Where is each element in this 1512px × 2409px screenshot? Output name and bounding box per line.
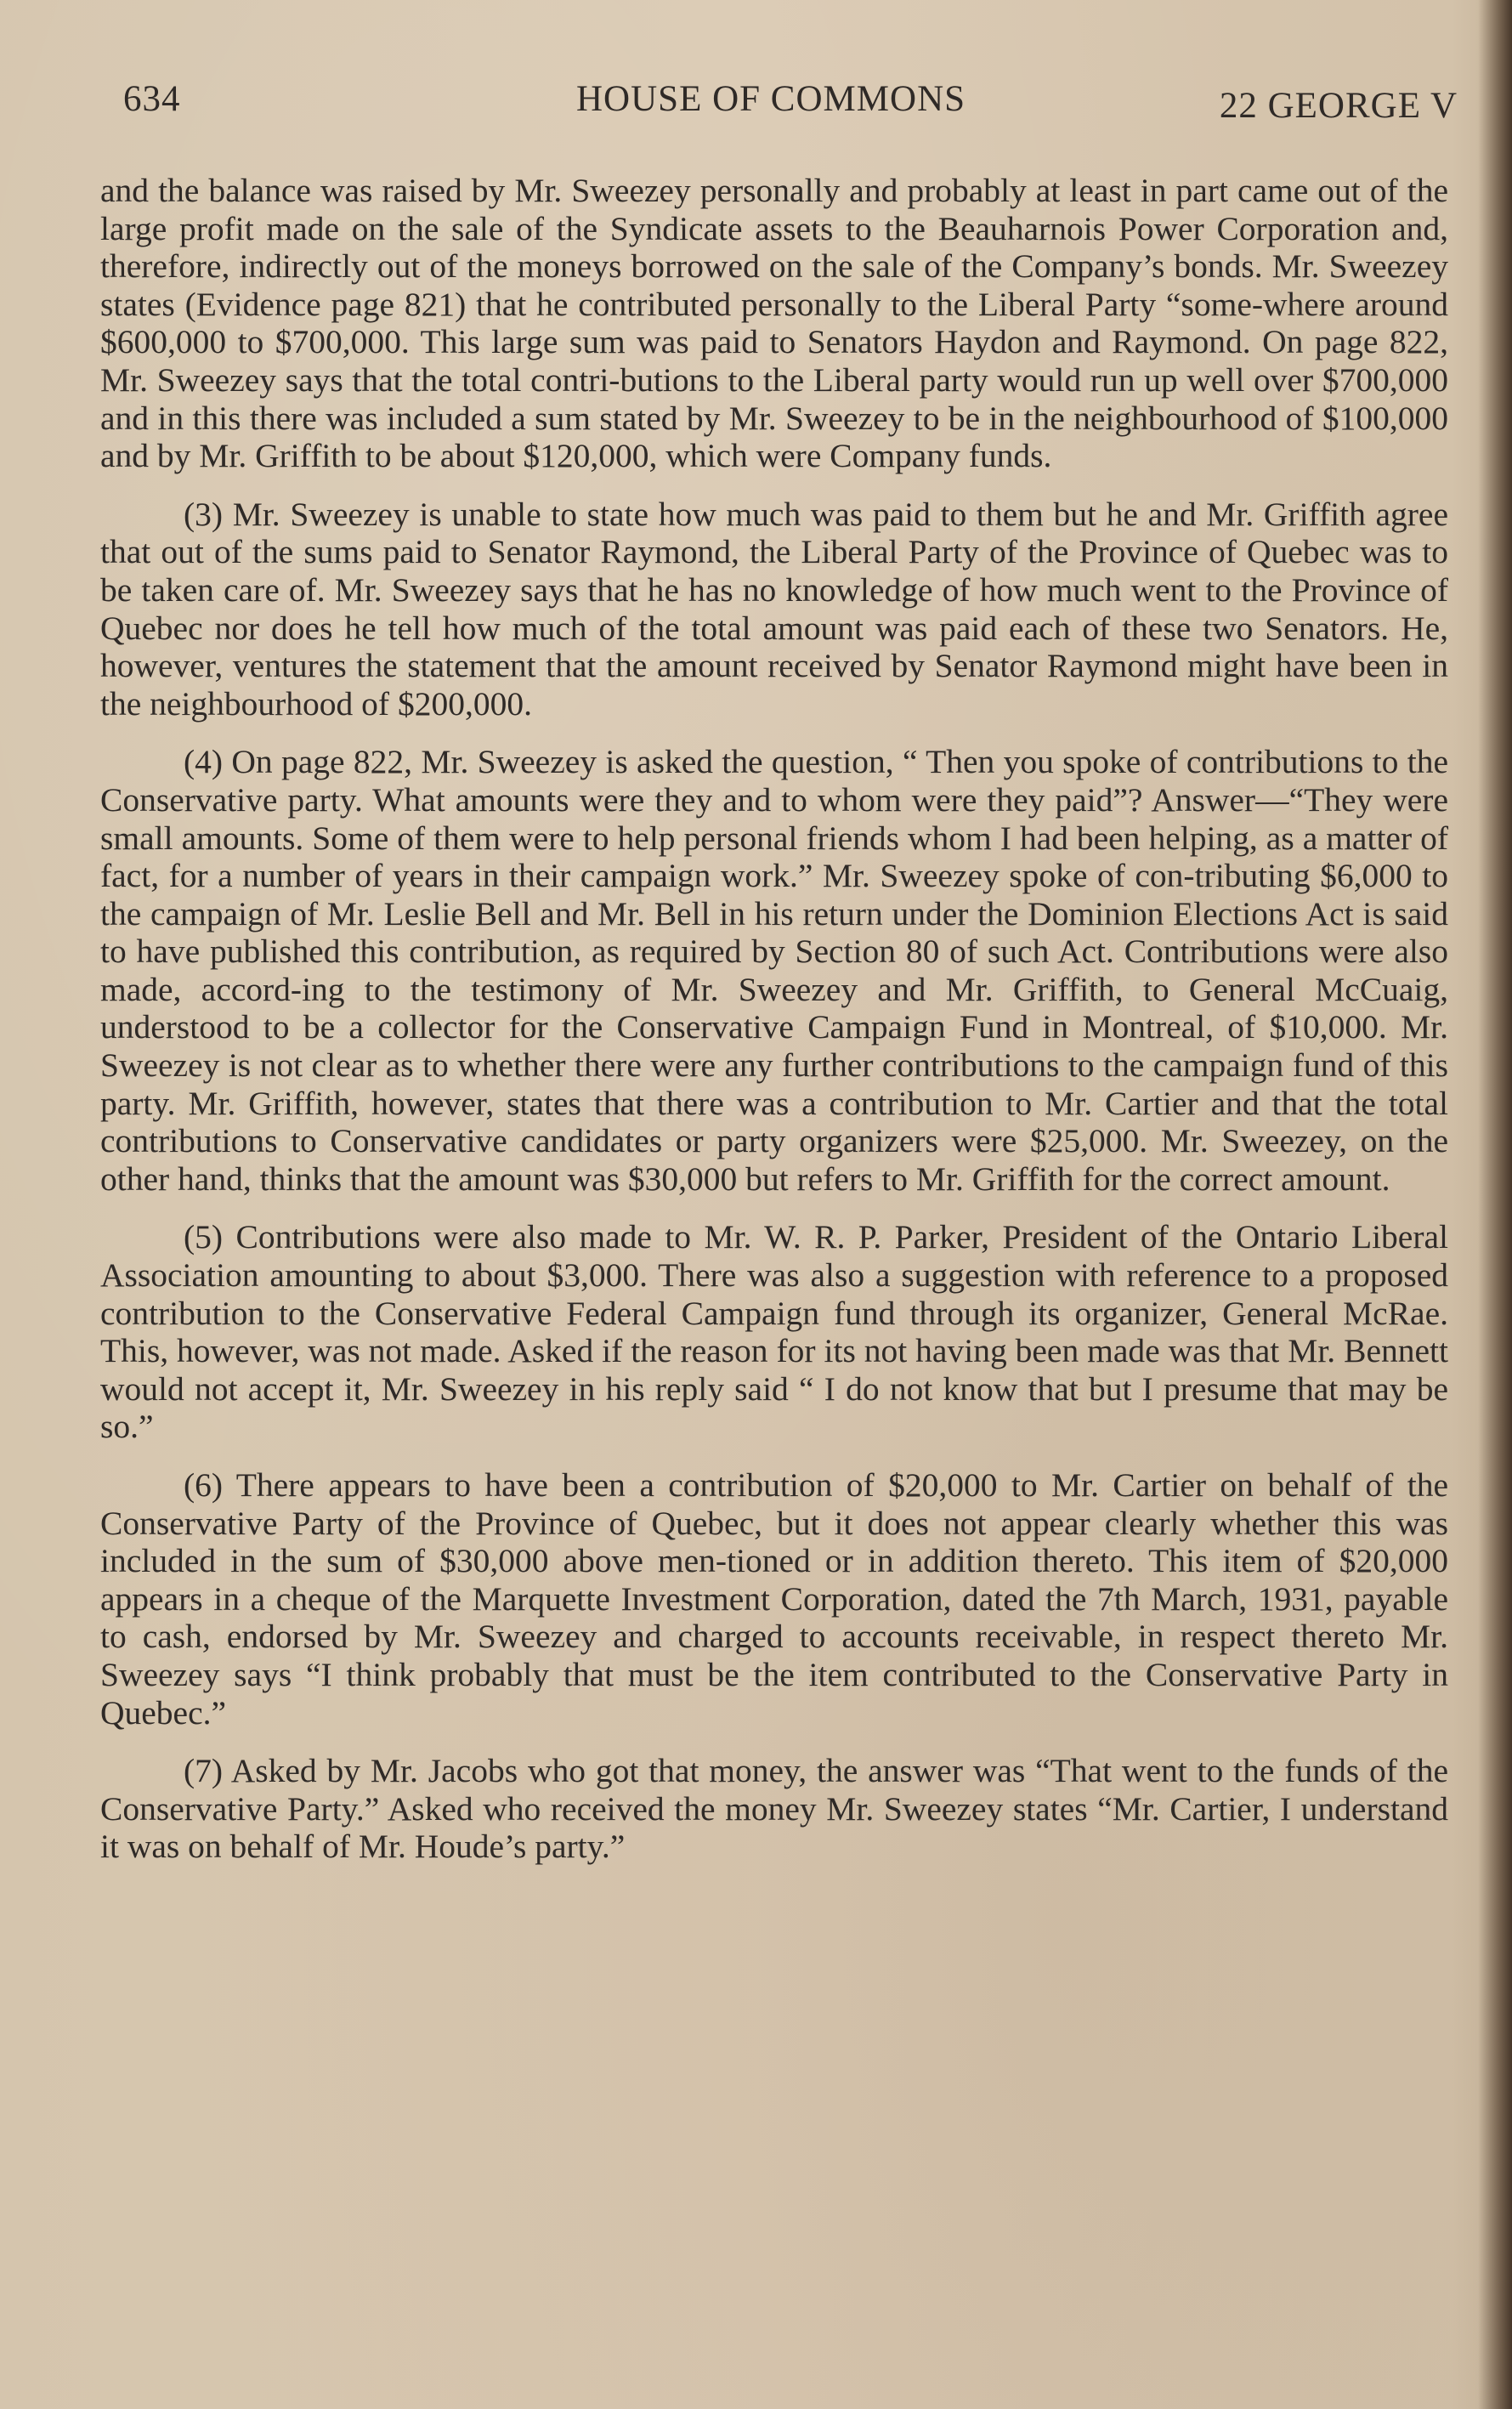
header-title: HOUSE OF COMMONS <box>576 79 966 119</box>
paragraph-continued: and the balance was raised by Mr. Sweezey personally and probably at least in part came out of the large profit made on the sale of the Syndicate assets to the Beauharnois Power Corporation and, therefore, indirectly out of the moneys borrowed on the sale of the Company’s bonds. Mr. Sweezey states (Evidence page 821) that he contributed personally to the Liberal Party “some-where around $600,000 to $700,000. This large sum was paid to Senators Haydon and Raymond. On page 822, Mr. Sweezey says that the total contri-butions to the Liberal party would run up well over $700,000 and in this there was included a sum stated by Mr. Sweezey to be in the neighbourhood of $100,000 and by Mr. Griffith to be about $120,000, which were Company funds. <box>100 172 1448 475</box>
paragraph-4: (4) On page 822, Mr. Sweezey is asked the question, “ Then you spoke of contributions to the Conservative party. What amounts were they and to whom were they paid”? Answer—“They were small amounts. Some of them were to help personal friends whom I had been helping, as a matter of fact, for a number of years in their campaign work.” Mr. Sweezey spoke of con-tributing $6,000 to the campaign of Mr. Leslie Bell and Mr. Bell in his return under the Dominion Elections Act is said to have published this contribution, as required by Section 80 of such Act. Contributions were also made, accord-ing to the testimony of Mr. Sweezey and Mr. Griffith, to General McCuaig, understood to be a collector for the Conservative Campaign Fund in Montreal, of $10,000. Mr. Sweezey is not clear as to whether there were any further contributions to the campaign fund of this party. Mr. Griffith, however, states that there was a contribution to Mr. Cartier and that the total contributions to Conservative candidates or party organizers were $25,000. Mr. Sweezey, on the other hand, thinks that the amount was $30,000 but refers to Mr. Griffith for the correct amount. <box>100 743 1448 1198</box>
paragraph-6: (6) There appears to have been a contribution of $20,000 to Mr. Cartier on behalf of the Conservative Party of the Province of Quebec, but it does not appear clearly whether this was included in the sum of $30,000 above men-tioned or in addition thereto. This item of $20,000 appears in a cheque of the Marquette Investment Corporation, dated the 7th March, 1931, payable to cash, endorsed by Mr. Sweezey and charged to accounts receivable, in respect thereto Mr. Sweezey says “I think probably that must be the item contributed to the Conservative Party in Quebec.” <box>100 1466 1448 1732</box>
paragraph-7: (7) Asked by Mr. Jacobs who got that money, the answer was “That went to the funds of the Conservative Party.” Asked who received the money Mr. Sweezey states “Mr. Cartier, I understand it was on behalf of Mr. Houde’s party.” <box>100 1752 1448 1866</box>
running-head <box>123 78 1458 129</box>
page-gutter-shadow <box>1478 0 1512 2409</box>
paragraph-3: (3) Mr. Sweezey is unable to state how much was paid to them but he and Mr. Griffith agree that out of the sums paid to Senator Raymond, the Liberal Party of the Province of Quebec was to be taken care of. Mr. Sweezey says that he has no knowledge of how much went to the Province of Quebec nor does he tell how much of the total amount was paid each of these two Senators. He, however, ventures the statement that the amount received by Senator Raymond might have been in the neighbourhood of $200,000. <box>100 495 1448 723</box>
header-regnal-year: 22 GEORGE V <box>1219 86 1458 126</box>
body-text <box>100 172 1448 1886</box>
paragraph-5: (5) Contributions were also made to Mr. W. R. P. Parker, President of the Ontario Liberal Association amounting to about $3,000. There was also a suggestion with reference to a proposed contribution to the Conservative Federal Campaign fund through its organizer, General McRae. This, however, was not made. Asked if the reason for its not having been made was that Mr. Bennett would not accept it, Mr. Sweezey in his reply said “ I do not know that but I presume that may be so.” <box>100 1218 1448 1446</box>
page-number: 634 <box>123 79 181 119</box>
